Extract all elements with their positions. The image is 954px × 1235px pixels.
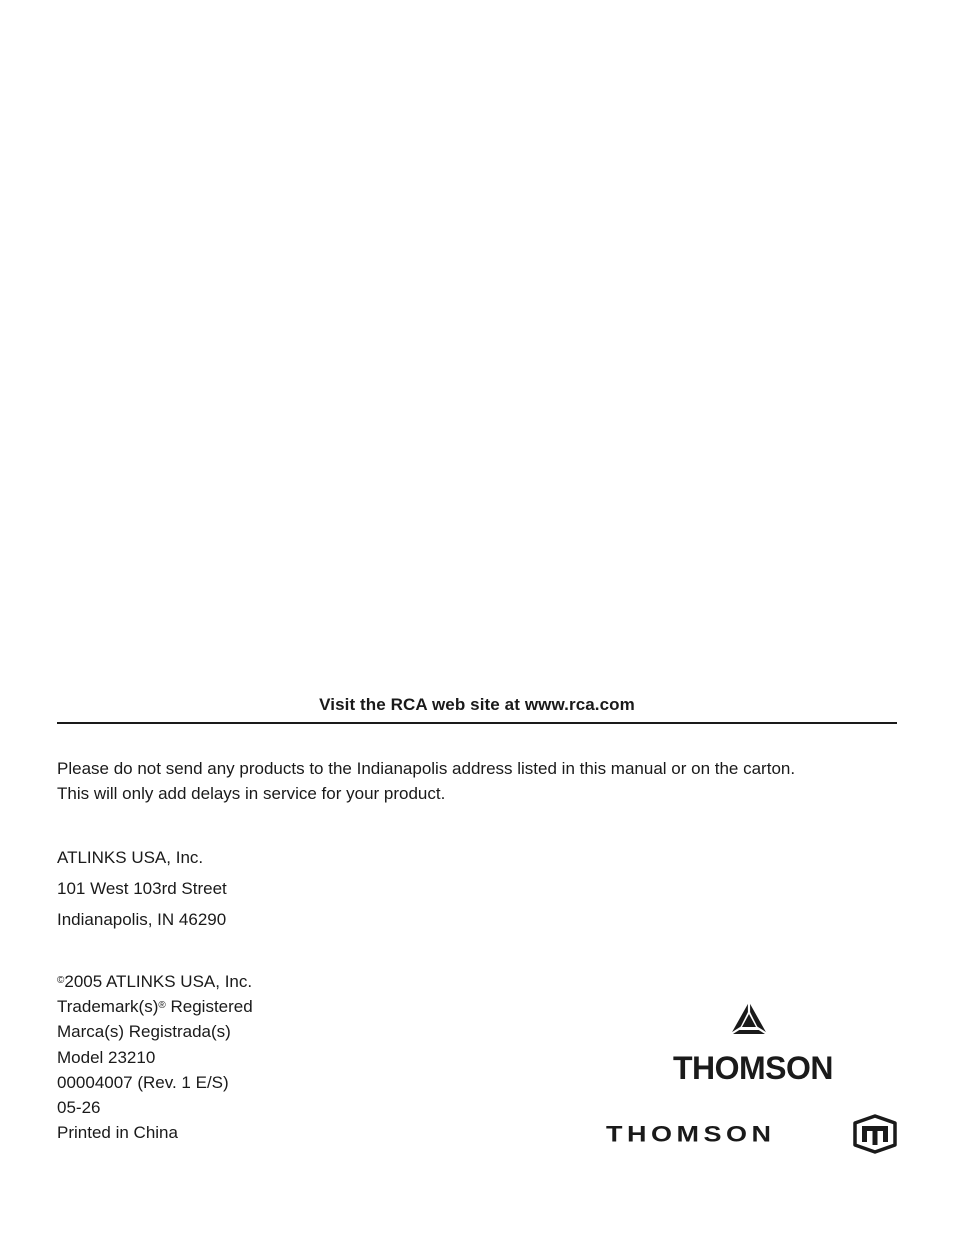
copyright-symbol: ©: [57, 975, 65, 986]
shipping-notice-line-2: This will only add delays in service for your product.: [57, 783, 446, 803]
thomson-wordmark-primary: THOMSON: [672, 1050, 834, 1086]
thomson-wordmark-secondary: THOMSON: [606, 1121, 776, 1147]
registered-text: Registered: [165, 997, 253, 1017]
part-number-line: 00004007 (Rev. 1 E/S): [57, 1072, 229, 1092]
registered-symbol: ®: [158, 1000, 166, 1012]
copyright-text: 2005 ATLINKS USA, Inc.: [64, 972, 253, 991]
trademark-text: Trademark(s): [57, 997, 159, 1017]
city-state-zip: Indianapolis, IN 46290: [57, 910, 227, 929]
thomson-logo-secondary: [606, 1112, 898, 1156]
thomson-logo-primary: [658, 1000, 848, 1090]
website-notice: Visit the RCA web site at www.rca.com: [319, 695, 635, 714]
street-address: 101 West 103rd Street: [57, 879, 227, 898]
copyright-line: [57, 969, 253, 994]
marca-line: Marca(s) Registrada(s): [57, 1022, 231, 1042]
trademark-line: [57, 994, 253, 1019]
legal-block: [57, 969, 253, 1145]
model-line: Model 23210: [57, 1047, 156, 1067]
company-name: ATLINKS USA, Inc.: [57, 848, 204, 867]
thomson-shield-icon: [852, 1114, 898, 1154]
company-address: [57, 842, 227, 935]
thomson-triangle-icon: [729, 1000, 769, 1040]
date-code-line: 05-26: [57, 1098, 101, 1118]
shipping-notice-line-1: Please do not send any products to the Indianapolis address listed in this manual or on the carton.: [57, 759, 796, 778]
horizontal-divider: [57, 722, 897, 724]
printed-line: Printed in China: [57, 1123, 178, 1143]
shipping-notice: [57, 757, 897, 806]
